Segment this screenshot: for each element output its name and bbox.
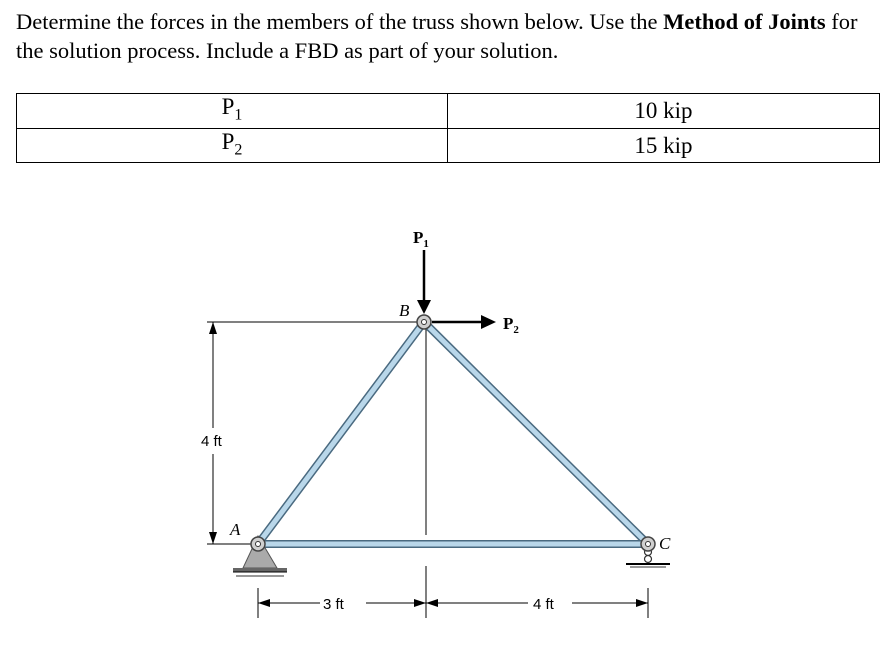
- problem-text-2: for the solution process. Include a FBD as part of your solution.: [16, 9, 858, 63]
- dim-height-label: 4 ft: [201, 433, 222, 450]
- joint-c-label: C: [659, 534, 671, 553]
- problem-method-bold: Method of Joints: [663, 9, 826, 34]
- problem-text-1: Determine the forces in the members of the truss shown below. Use the: [16, 9, 664, 34]
- load-p1-label: $P_1$: [413, 228, 429, 250]
- joint-a-label: A: [230, 520, 241, 539]
- load-label-cell: $P_1$: [17, 94, 448, 129]
- load-value-cell: 15 kip: [448, 128, 880, 163]
- load-value-cell: 10 kip: [448, 94, 880, 129]
- load-label-cell: $P_2$: [17, 128, 448, 163]
- dim-right-span-label: 4 ft: [533, 596, 554, 613]
- dim-left-span-label: 3 ft: [323, 596, 344, 613]
- dimension-lines: [207, 322, 648, 618]
- joint-b-label: B: [399, 301, 410, 320]
- truss-members: [258, 322, 648, 544]
- load-p2-label: $P_2$: [503, 314, 519, 336]
